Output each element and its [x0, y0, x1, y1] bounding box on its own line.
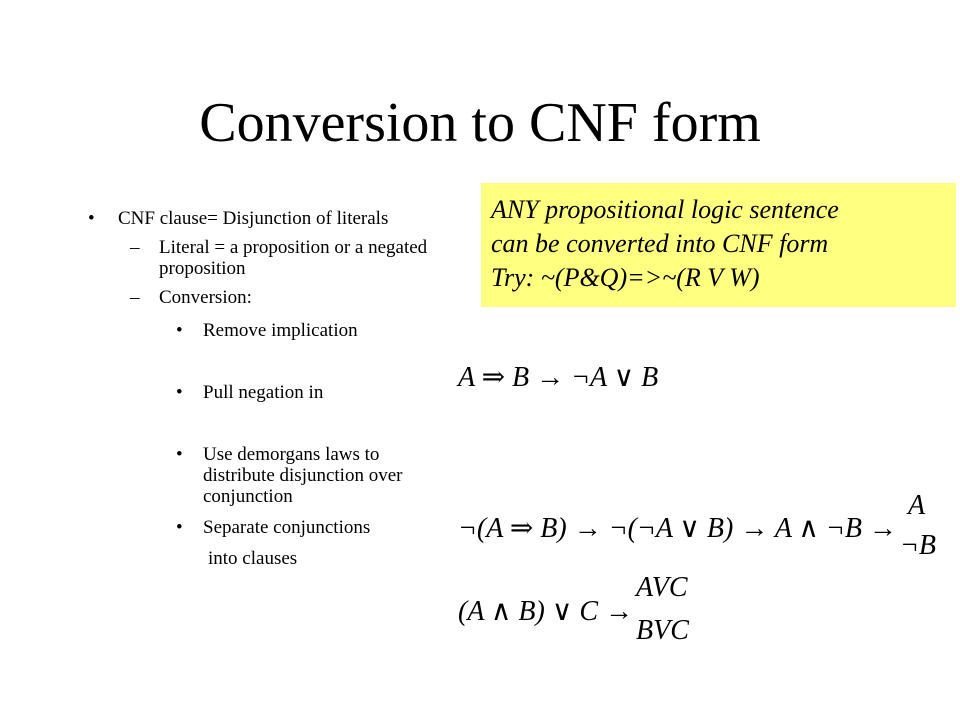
step-text: Remove implication — [203, 320, 358, 341]
step-text: Use demorgans laws to distribute disjunction over conjunction — [203, 444, 403, 507]
bullet-marker: • — [176, 320, 183, 341]
sub-bullet-text: Literal = a proposition or a negated proposition — [159, 237, 428, 279]
formula-negation-bottom: ¬B — [900, 530, 936, 561]
formula-distribution: (A ∧ B) ∨ C → — [458, 596, 634, 627]
sub-bullet-text: Conversion: — [159, 287, 252, 308]
bullet-marker: • — [176, 382, 183, 403]
callout-box — [481, 183, 956, 307]
callout-line: Try: ~(P&Q)=>~(R V W) — [491, 263, 760, 292]
sub-bullet-item — [88, 237, 428, 279]
bullet-marker: • — [88, 208, 95, 229]
callout-line: can be converted into CNF form — [491, 229, 829, 258]
sub-bullet-item — [88, 287, 428, 308]
bullet-text: CNF clause= Disjunction of literals — [118, 208, 389, 229]
formula-implication: A ⇒ B → ¬A ∨ B — [458, 362, 659, 393]
step-text: Pull negation in — [203, 382, 324, 403]
step-text: Separate conjunctions — [203, 517, 371, 538]
step-item — [88, 320, 428, 341]
bullet-marker: • — [176, 444, 183, 465]
step-item — [88, 382, 428, 403]
slide-title: Conversion to CNF form — [199, 92, 761, 154]
bullet-item — [88, 208, 428, 229]
formula-negation-top: A — [908, 490, 926, 521]
step-continuation: into clauses — [208, 548, 298, 569]
step-item — [88, 517, 428, 538]
bullet-marker: • — [176, 517, 183, 538]
formula-negation: ¬(A ⇒ B) → ¬(¬A ∨ B) → A ∧ ¬B → — [458, 513, 897, 544]
callout-line: ANY propositional logic sentence — [491, 195, 839, 224]
formula-distribution-top: AVC — [636, 572, 688, 603]
formula-distribution-bottom: BVC — [636, 615, 689, 646]
step-item — [88, 444, 428, 507]
dash-marker: – — [130, 287, 140, 308]
dash-marker: – — [130, 237, 140, 258]
bullet-list — [88, 208, 428, 569]
